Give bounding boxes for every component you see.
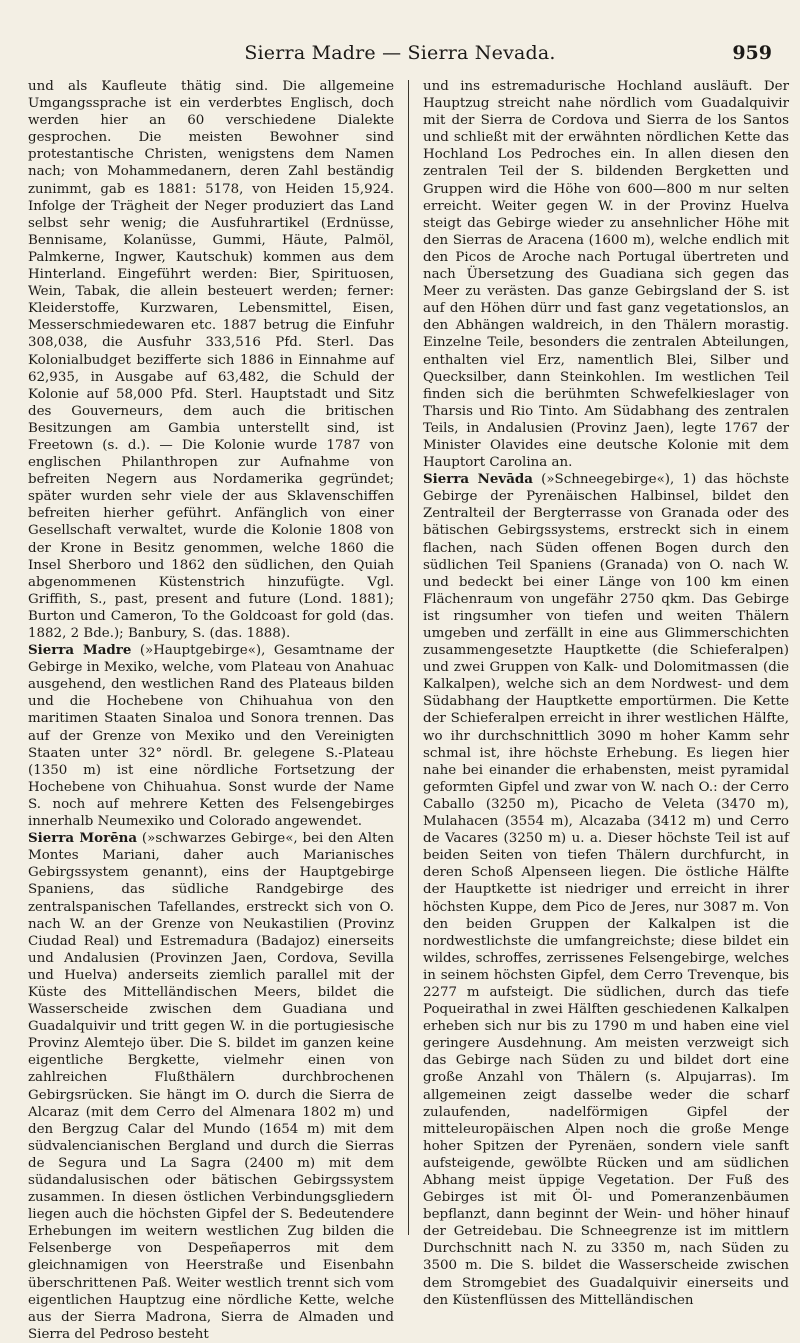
headword-sierra-madre: Sierra Madre <box>28 642 132 659</box>
column-divider <box>408 80 409 1235</box>
page-header <box>0 38 800 68</box>
headword-sierra-morena: Sierra Morēna <box>28 830 138 847</box>
entry-sierra-nevada <box>423 471 789 1309</box>
page-number: 959 <box>732 42 772 64</box>
entry-continuation-sierra-morena: und ins estremadurische Hochland ausläuft. Der Hauptzug streicht nahe nördlich vom Guadalquivir mit der Sierra de Cordova und Sierra de los Santos und schließt mit der erwähnten nördlichen Kette das Hochland Los Pedroches ein. In allen diesen den zentralen Teil der S. bildenden Bergketten und Gruppen wird die Höhe von 600—800 m nur selten erreicht. Weiter gegen W. in der Provinz Huelva steigt das Gebirge wieder zu ansehnlicher Höhe mit den Sierras de Aracena (1600 m), welche endlich mit den Picos de Aroche nach Portugal übertreten und nach Übersetzung des Guadiana sich gegen das Meer zu verästen. Das ganze Gebirgsland der S. ist auf den Höhen dürr und fast ganz vegetationslos, an den Abhängen waldreich, in den Thälern morastig. Einzelne Teile, besonders die zentralen Abteilungen, enthalten viel Erz, namentlich Blei, Silber und Quecksilber, dann Steinkohlen. Im westlichen Teil finden sich die berühmten Schwefelkieslager von Tharsis und Rio Tinto. Am Südabhang des zentralen Teils, in Andalusien (Provinz Jaen), legte 1767 der Minister Olavides eine deutsche Kolonie mit dem Hauptort Carolina an. <box>423 79 789 471</box>
entry-sierra-madre <box>28 642 394 830</box>
entry-body-sierra-madre: (»Hauptgebirge«), Gesamtname der Gebirge in Mexiko, welche, vom Plateau von Anahuac ausgehend, den westlichen Rand des Plateaus bilden und die Hochebene von Chihuahua von den maritimen Staaten Sinaloa und Sonora trennen. Das auf der Grenze von Mexiko und den Vereinigten Staaten unter 32° nördl. Br. gelegene S.-Plateau (1350 m) ist eine nördliche Fortsetzung der Hochebene von Chihuahua. Sonst wurde der Name S. noch auf mehrere Ketten des Felsengebirges innerhalb Neumexiko und Colorado angewendet. <box>28 643 395 830</box>
entry-sierra-morena <box>28 830 394 1343</box>
running-title: Sierra Madre — Sierra Nevada. <box>244 42 556 64</box>
headword-sierra-nevada: Sierra Nevāda <box>423 471 533 488</box>
entry-continuation-sierra-leone: und als Kaufleute thätig sind. Die allgemeine Umgangssprache ist ein verderbtes Englisch, doch werden hier an 60 verschiedene Dialekte gesprochen. Die meisten Bewohner sind protestantische Christen, wenigstens dem Namen nach; von Mohammedanern, deren Zahl beständig zunimmt, gab es 1881: 5178, von Heiden 15,924. Infolge der Trägheit der Neger produziert das Land selbst sehr wenig; die Ausfuhrartikel (Erdnüsse, Bennisame, Kolanüsse, Gummi, Häute, Palmöl, Palmkerne, Ingwer, Kautschuk) kommen aus dem Hinterland. Eingeführt werden: Bier, Spirituosen, Wein, Tabak, die allein besteuert werden; ferner: Kleiderstoffe, Kurzwaren, Lebensmittel, Eisen, Messerschmiedewaren etc. 1887 betrug die Einfuhr 308,038, die Ausfuhr 333,516 Pfd. Sterl. Das Kolonialbudget bezifferte sich 1886 in Einnahme auf 62,935, in Ausgabe auf 63,482, die Schuld der Kolonie auf 58,000 Pfd. Sterl. Hauptstadt und Sitz des Gouverneurs, dem auch die britischen Besitzungen am Gambia unterstellt sind, ist Freetown (s. d.). — Die Kolonie wurde 1787 von englischen Philanthropen zur Aufnahme von befreiten Negern aus Nordamerika gegründet; später wurden sehr viele der aus Sklavenschiffen befreiten hierher geführt. Anfänglich von einer Gesellschaft verwaltet, wurde die Kolonie 1808 von der Krone in Besitz genommen, welche 1860 die Insel Sherboro und 1862 den südlichen, den Quiah abgenommenen Küstenstrich hinzufügte. Vgl. Griffith, S., past, present and future (Lond. 1881); Burton und Cameron, To the Goldcoast for gold (das. 1882, 2 Bde.); Banbury, S. (das. 1888). <box>28 79 394 641</box>
entry-body-sierra-morena: (»schwarzes Gebirge«, bei den Alten Montes Mariani, daher auch Marianisches Gebirgssystem genannt), eins der Hauptgebirge Spaniens, das südliche Randgebirge des zentralspanischen Tafellandes, erstreckt sich von O. nach W. an der Grenze von Neukastilien (Provinz Ciudad Real) und Estremadura (Badajoz) einerseits und Andalusien (Provinzen Jaen, Cordova, Sevilla und Huelva) anderseits ziemlich parallel mit der Küste des Mittelländischen Meers, bildet die Wasserscheide zwischen dem Guadiana und Guadalquivir und tritt gegen W. in die portugiesische Provinz Alemtejo über. Die S. bildet im ganzen keine eigentliche Bergkette, vielmehr einen von zahlreichen Flußthälern durchbrochenen Gebirgsrücken. Sie hängt im O. durch die Sierra de Alcaraz (mit dem Cerro del Almenara 1802 m) und den Bergzug Calar del Mundo (1654 m) mit dem südvalencianischen Bergland und durch die Sierras de Segura und La Sagra (2400 m) mit dem südandalusischen oder bätischen Gebirgssystem zusammen. In diesen östlichen Verbindungsgliedern liegen auch die höchsten Gipfel der S. Bedeutendere Erhebungen im weitern westlichen Zug bilden die Felsenberge von Despeñaperros mit dem gleichnamigen von Heerstraße und Eisenbahn überschrittenen Paß. Weiter westlich trennt sich vom eigentlichen Hauptzug eine nördliche Kette, welche aus der Sierra Madrona, Sierra de Almaden und Sierra del Pedroso besteht <box>28 831 395 1342</box>
entry-body-sierra-nevada: (»Schneegebirge«), 1) das höchste Gebirge der Pyrenäischen Halbinsel, bildet den Zentralteil der Bergterrasse von Granada oder des bätischen Gebirgssystems, erstreckt sich in einem flachen, nach Süden offenen Bogen durch den südlichen Teil Spaniens (Granada) von O. nach W. und bedeckt bei einer Länge von 100 km einen Flächenraum von ungefähr 2750 qkm. Das Gebirge ist ringsumher von tiefen und weiten Thälern umgeben und zerfällt in eine aus Glimmerschichten zusammengesetzte Hauptkette (die Schieferalpen) und zwei Gruppen von Kalk- und Dolomitmassen (die Kalkalpen), welche sich an dem Nordwest- und dem Südabhang der Hauptkette emportürmen. Die Kette der Schieferalpen erreicht in ihrer westlichen Hälfte, wo ihr durchschnittlich 3090 m hoher Kamm sehr schmal ist, ihre höchste Erhebung. Es liegen hier nahe bei einander die erhabensten, meist pyramidal geformten Gipfel und zwar von W. nach O.: der Cerro Caballo (3250 m), Picacho de Veleta (3470 m), Mulahacen (3554 m), Alcazaba (3412 m) und Cerro de Vacares (3250 m) u. a. Dieser höchste Teil ist auf beiden Seiten von tiefen Thälern durchfurcht, in deren Schoß Alpenseen liegen. Die östliche Hälfte der Hauptkette ist niedriger und erreicht in ihrer höchsten Kuppe, dem Pico de Jeres, nur 3087 m. Von den beiden Gruppen der Kalkalpen ist die nordwestlichste die umfangreichste; diese bildet ein wildes, schroffes, zerrissenes Felsengebirge, welches in seinem höchsten Gipfel, dem Cerro Trevenque, bis 2277 m aufsteigt. Die südlichen, durch das tiefe Poqueirathal in zwei Hälften geschiedenen Kalkalpen erheben sich nur bis zu 1790 m und haben eine viel geringere Ausdehnung. Am meisten verzweigt sich das Gebirge nach Süden zu und bildet dort eine große Anzahl von Thälern (s. Alpujarras). Im allgemeinen zeigt dasselbe weder die scharf zulaufenden, nadelförmigen Gipfel der mitteleuropäischen Alpen noch die große Menge hoher Spitzen der Pyrenäen, sondern viele sanft aufsteigende, gewölbte Rücken und am südlichen Abhang meist üppige Vegetation. Der Fuß des Gebirges ist mit Öl- und Pomeranzenbäumen bepflanzt, dann beginnt der Wein- und höher hinauf der Getreidebau. Die Schneegrenze ist im mittlern Durchschnitt nach N. zu 3350 m, nach Süden zu 3500 m. Die S. bildet die Wasserscheide zwischen dem Stromgebiet des Guadalquivir einerseits und den Küstenflüssen des Mittelländischen <box>423 472 790 1308</box>
right-column <box>423 78 790 1308</box>
left-column <box>28 78 395 1342</box>
